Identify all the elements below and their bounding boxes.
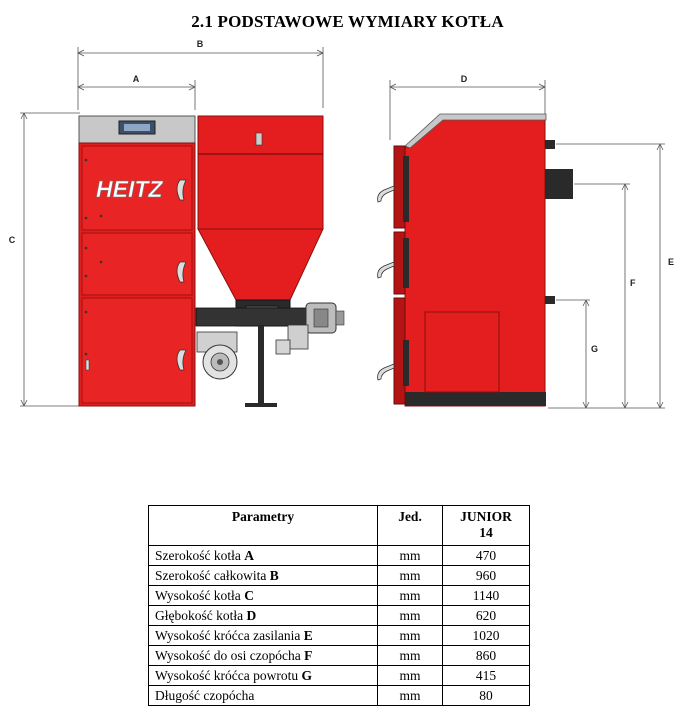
table-header-row	[149, 506, 530, 546]
param-letter: C	[244, 588, 254, 603]
side-hinges	[403, 156, 409, 386]
header-unit: Jed.	[378, 506, 443, 546]
side-handles	[378, 186, 394, 380]
unit-cell: mm	[378, 646, 443, 666]
feeder-stand	[258, 326, 264, 404]
unit-cell: mm	[378, 546, 443, 566]
value-cell: 1140	[443, 586, 530, 606]
param-letter: F	[304, 648, 313, 663]
value-cell: 80	[443, 686, 530, 706]
parameters-table	[148, 505, 530, 706]
value-cell: 860	[443, 646, 530, 666]
value-cell: 960	[443, 566, 530, 586]
table-row	[149, 646, 530, 666]
side-view	[378, 74, 674, 408]
label-b: B	[196, 39, 204, 49]
param-label: Wysokość króćca powrotu	[155, 668, 302, 683]
label-c: C	[8, 235, 16, 245]
param-cell	[149, 546, 378, 566]
value-cell: 620	[443, 606, 530, 626]
label-d: D	[460, 74, 468, 84]
unit-cell: mm	[378, 586, 443, 606]
param-cell	[149, 666, 378, 686]
param-cell	[149, 626, 378, 646]
boiler-drawing	[0, 30, 695, 420]
unit-cell: mm	[378, 666, 443, 686]
header-parameters: Parametry	[149, 506, 378, 546]
param-cell	[149, 566, 378, 586]
value-cell: 1020	[443, 626, 530, 646]
param-cell	[149, 586, 378, 606]
param-label: Wysokość króćca zasilania	[155, 628, 304, 643]
param-label: Szerokość kotła	[155, 548, 245, 563]
flue-outlet	[545, 169, 573, 199]
dimension-g	[556, 300, 590, 408]
unit-cell: mm	[378, 686, 443, 706]
param-letter: E	[303, 628, 313, 643]
param-label: Wysokość kotła	[155, 588, 245, 603]
label-e: E	[668, 257, 675, 267]
param-letter: A	[244, 548, 254, 563]
middle-door	[82, 233, 192, 295]
display-screen	[124, 124, 150, 131]
param-letter: D	[246, 608, 257, 623]
param-label: Szerokość całkowita	[155, 568, 270, 583]
hopper-body	[198, 154, 323, 229]
param-cell	[149, 646, 378, 666]
param-label: Długość czopócha	[155, 688, 255, 703]
page-title: 2.1 PODSTAWOWE WYMIARY KOTŁA	[191, 12, 504, 31]
param-label: Wysokość do osi czopócha	[155, 648, 305, 663]
lower-door	[82, 298, 192, 403]
table-row	[149, 586, 530, 606]
unit-cell: mm	[378, 626, 443, 646]
header-model	[443, 506, 530, 546]
dimension-f	[574, 184, 630, 408]
side-base	[405, 392, 546, 406]
table-row	[149, 686, 530, 706]
header-model-name: JUNIOR	[460, 509, 512, 524]
boiler-body-side	[405, 116, 545, 406]
param-label: Głębokość kotła	[155, 608, 247, 623]
param-letter: G	[301, 668, 313, 683]
param-cell	[149, 606, 378, 626]
hopper-funnel	[198, 229, 323, 300]
unit-cell: mm	[378, 606, 443, 626]
table-row	[149, 606, 530, 626]
value-cell: 470	[443, 546, 530, 566]
table-row	[149, 666, 530, 686]
dimension-b	[78, 47, 323, 110]
dimension-a	[78, 80, 195, 110]
feeder-tube	[196, 308, 306, 326]
front-view	[9, 39, 344, 407]
param-cell	[149, 686, 378, 706]
brand-logo: HEITZ	[96, 176, 163, 202]
return-pipe	[545, 296, 555, 304]
dimension-c	[20, 113, 80, 406]
header-model-number: 14	[479, 525, 493, 540]
param-letter: B	[269, 568, 279, 583]
label-a: A	[132, 74, 140, 84]
label-g: G	[591, 344, 599, 354]
label-f: F	[630, 278, 636, 288]
supply-pipe	[545, 140, 555, 149]
unit-cell: mm	[378, 566, 443, 586]
table-row	[149, 566, 530, 586]
table-row	[149, 626, 530, 646]
table-row	[149, 546, 530, 566]
value-cell: 415	[443, 666, 530, 686]
